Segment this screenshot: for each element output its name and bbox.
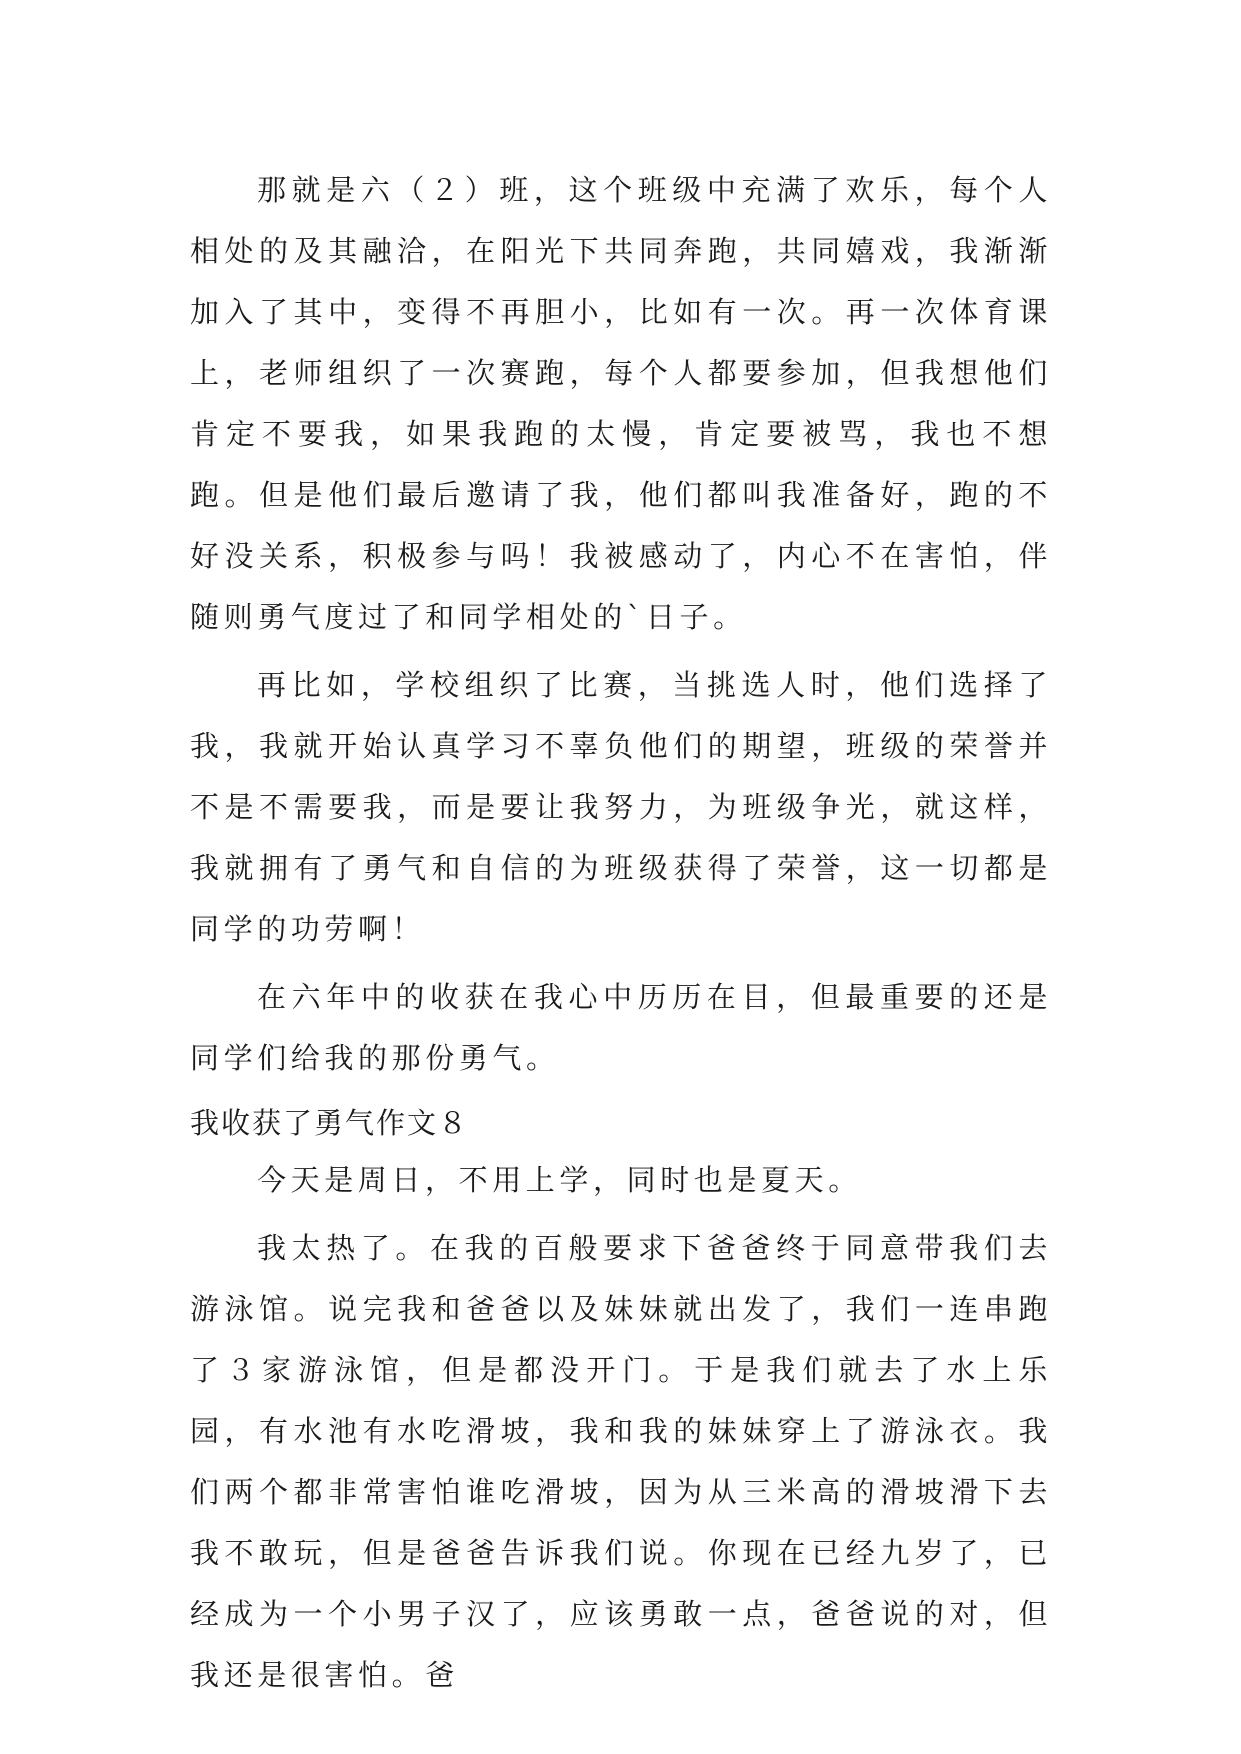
paragraph-harvest: 在六年中的收获在我心中历历在目，但最重要的还是同学们给我的那份勇气。 xyxy=(190,980,1052,1075)
paragraph-class-six-two: 那就是六（２）班，这个班级中充满了欢乐，每个人相处的及其融洽，在阳光下共同奔跑，共同嬉戏，我渐渐加入了其中，变得不再胆小，比如有一次。再一次体育课上，老师组织了一次赛跑，每个人都要参加，但我想他们肯定不要我，如果我跑的太慢，肯定要被骂，我也不想跑。但是他们最后邀请了我，他们都叫我准备好，跑的不好没关系，积极参与吗！我被感动了，内心不在害怕，伴随则勇气度过了和同学相处的`日子。 xyxy=(190,173,1052,634)
essay-heading: 我收获了勇气作文８ xyxy=(190,1106,470,1140)
paragraph-sunday: 今天是周日，不用上学，同时也是夏天。 xyxy=(257,1163,862,1197)
paragraph-swimming: 我太热了。在我的百般要求下爸爸终于同意带我们去游泳馆。说完我和爸爸以及妹妹就出发了，我们一连串跑了３家游泳馆，但是都没开门。于是我们就去了水上乐园，有水池有水吃滑坡，我和我的妹妹穿上了游泳衣。我们两个都非常害怕谁吃滑坡，因为从三米高的滑坡滑下去我不敢玩，但是爸爸告诉我们说。你现在已经九岁了，已经成为一个小男子汉了，应该勇敢一点，爸爸说的对，但我还是很害怕。爸 xyxy=(190,1231,1052,1692)
paragraph-competition: 再比如，学校组织了比赛，当挑选人时，他们选择了我，我就开始认真学习不辜负他们的期望，班级的荣誉并不是不需要我，而是要让我努力，为班级争光，就这样，我就拥有了勇气和自信的为班级获得了荣誉，这一切都是同学的功劳啊！ xyxy=(190,668,1052,946)
document-page xyxy=(190,160,1052,1713)
